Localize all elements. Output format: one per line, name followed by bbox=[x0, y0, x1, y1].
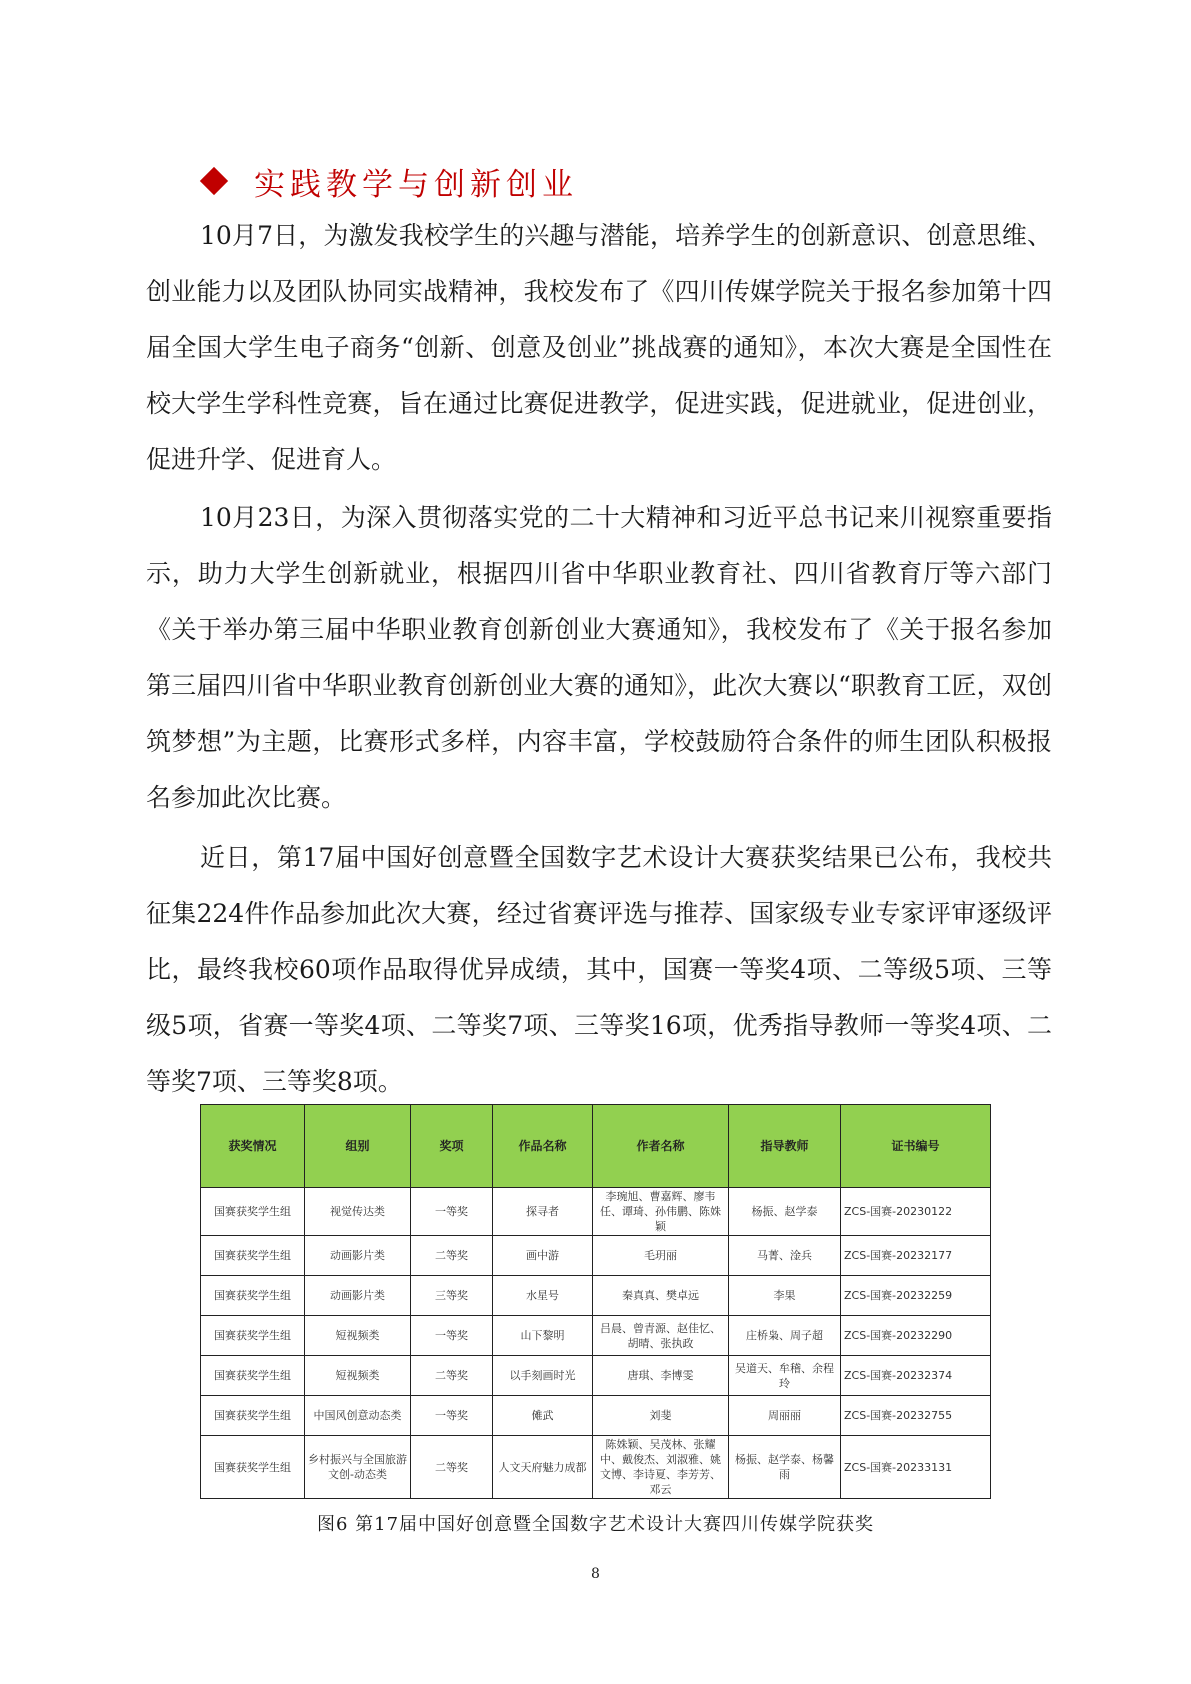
table-cell: 一等奖 bbox=[411, 1316, 493, 1356]
table-cell: 周丽丽 bbox=[729, 1396, 841, 1436]
table-cell: ZCS-国赛-20232755 bbox=[841, 1396, 991, 1436]
table-header-cell: 证书编号 bbox=[841, 1105, 991, 1188]
table-row bbox=[201, 1396, 991, 1436]
table-cell: 秦真真、樊卓远 bbox=[593, 1276, 729, 1316]
award-table bbox=[200, 1104, 991, 1499]
table-cell: 吴道天、牟稽、余程玲 bbox=[729, 1356, 841, 1396]
table-cell: 水星号 bbox=[493, 1276, 593, 1316]
figure-caption: 图6 第17届中国好创意暨全国数字艺术设计大赛四川传媒学院获奖 bbox=[316, 1514, 875, 1535]
page-number: 8 bbox=[591, 1566, 600, 1582]
table-cell: 陈姝颖、吴茂林、张耀中、戴俊杰、刘淑雅、姚文博、李诗夏、李芳芳、邓云 bbox=[593, 1436, 729, 1499]
table-row bbox=[201, 1436, 991, 1499]
table-cell: 二等奖 bbox=[411, 1436, 493, 1499]
table-cell: 视觉传达类 bbox=[305, 1188, 411, 1236]
table-row bbox=[201, 1188, 991, 1236]
table-cell: 杨振、赵学泰 bbox=[729, 1188, 841, 1236]
table-cell: 一等奖 bbox=[411, 1396, 493, 1436]
table-header-row bbox=[201, 1105, 991, 1188]
table-cell: 傩武 bbox=[493, 1396, 593, 1436]
paragraph-2: 10月23日，为深入贯彻落实党的二十大精神和习近平总书记来川视察重要指示，助力大学生创新就业，根据四川省中华职业教育社、四川省教育厅等六部门《关于举办第三届中华职业教育创新创业大赛通知》，我校发布了《关于报名参加第三届四川省中华职业教育创新创业大赛的通知》，此次大赛以“职教育工匠，双创筑梦想”为主题，比赛形式多样，内容丰富，学校鼓励符合条件的师生团队积极报名参加此次比赛。 bbox=[146, 503, 1052, 812]
table-cell: 二等奖 bbox=[411, 1236, 493, 1276]
table-header-cell: 组别 bbox=[305, 1105, 411, 1188]
table-cell: 国赛获奖学生组 bbox=[201, 1188, 305, 1236]
table-row bbox=[201, 1356, 991, 1396]
table-cell: 唐琪、李博雯 bbox=[593, 1356, 729, 1396]
table-cell: 庄桥枭、周子超 bbox=[729, 1316, 841, 1356]
table-cell: 国赛获奖学生组 bbox=[201, 1356, 305, 1396]
table-header-cell: 作者名称 bbox=[593, 1105, 729, 1188]
table-cell: 短视频类 bbox=[305, 1316, 411, 1356]
table-cell: 国赛获奖学生组 bbox=[201, 1396, 305, 1436]
table-cell: 山下黎明 bbox=[493, 1316, 593, 1356]
table-row bbox=[201, 1236, 991, 1276]
table-cell: 动画影片类 bbox=[305, 1276, 411, 1316]
table-cell: 李果 bbox=[729, 1276, 841, 1316]
table-cell: 吕晨、曾青源、赵佳忆、胡晴、张执政 bbox=[593, 1316, 729, 1356]
table-header-cell: 指导教师 bbox=[729, 1105, 841, 1188]
table-cell: 三等奖 bbox=[411, 1276, 493, 1316]
table-cell: 中国风创意动态类 bbox=[305, 1396, 411, 1436]
paragraph-1: 10月7日，为激发我校学生的兴趣与潜能，培养学生的创新意识、创意思维、创业能力以及团队协同实战精神，我校发布了《四川传媒学院关于报名参加第十四届全国大学生电子商务“创新、创意及创业”挑战赛的通知》，本次大赛是全国性在校大学生学科性竞赛，旨在通过比赛促进教学，促进实践，促进就业，促进创业，促进升学、促进育人。 bbox=[146, 221, 1052, 474]
table-header-cell: 获奖情况 bbox=[201, 1105, 305, 1188]
table-cell: ZCS-国赛-20232374 bbox=[841, 1356, 991, 1396]
paragraph-3: 近日，第17届中国好创意暨全国数字艺术设计大赛获奖结果已公布，我校共征集224件作品参加此次大赛，经过省赛评选与推荐、国家级专业专家评审逐级评比，最终我校60项作品取得优异成绩，其中，国赛一等奖4项、二等级5项、三等级5项，省赛一等奖4项、二等奖7项、三等奖16项，优秀指导教师一等奖4项、二等奖7项、三等奖8项。 bbox=[146, 843, 1052, 1096]
table-cell: ZCS-国赛-20232259 bbox=[841, 1276, 991, 1316]
table-cell: ZCS-国赛-20232177 bbox=[841, 1236, 991, 1276]
table-cell: 国赛获奖学生组 bbox=[201, 1316, 305, 1356]
table-cell: 刘斐 bbox=[593, 1396, 729, 1436]
table-cell: 李琬旭、曹嘉辉、廖韦任、谭琦、孙伟鹏、陈姝颖 bbox=[593, 1188, 729, 1236]
table-cell: 短视频类 bbox=[305, 1356, 411, 1396]
section-heading bbox=[200, 158, 578, 204]
table-cell: 探寻者 bbox=[493, 1188, 593, 1236]
table-cell: ZCS-国赛-20232290 bbox=[841, 1316, 991, 1356]
table-cell: 人文天府魅力成都 bbox=[493, 1436, 593, 1499]
table-cell: 一等奖 bbox=[411, 1188, 493, 1236]
table-cell: 毛玥丽 bbox=[593, 1236, 729, 1276]
table-cell: 杨振、赵学泰、杨馨雨 bbox=[729, 1436, 841, 1499]
table-cell: 马菁、淦兵 bbox=[729, 1236, 841, 1276]
table-cell: 乡村振兴与全国旅游文创-动态类 bbox=[305, 1436, 411, 1499]
table-cell: 二等奖 bbox=[411, 1356, 493, 1396]
diamond-bullet-icon bbox=[200, 167, 228, 195]
table-cell: 国赛获奖学生组 bbox=[201, 1236, 305, 1276]
table-cell: 以手刻画时光 bbox=[493, 1356, 593, 1396]
table-cell: 画中游 bbox=[493, 1236, 593, 1276]
table-row bbox=[201, 1316, 991, 1356]
table-cell: ZCS-国赛-20230122 bbox=[841, 1188, 991, 1236]
table-cell: ZCS-国赛-20233131 bbox=[841, 1436, 991, 1499]
table-row bbox=[201, 1276, 991, 1316]
table-cell: 动画影片类 bbox=[305, 1236, 411, 1276]
table-cell: 国赛获奖学生组 bbox=[201, 1276, 305, 1316]
table-header-cell: 奖项 bbox=[411, 1105, 493, 1188]
table-header-cell: 作品名称 bbox=[493, 1105, 593, 1188]
table-cell: 国赛获奖学生组 bbox=[201, 1436, 305, 1499]
section-heading-text: 实践教学与创新创业 bbox=[254, 166, 578, 203]
